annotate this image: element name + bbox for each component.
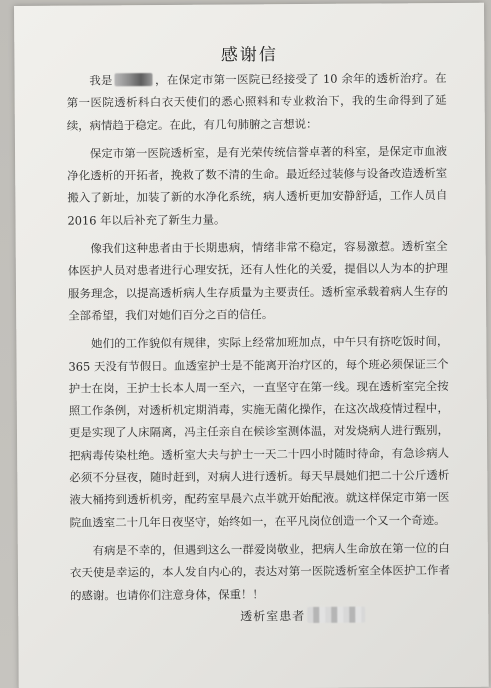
paragraph-1 bbox=[66, 67, 446, 137]
signature-text: 透析室患者 bbox=[240, 608, 306, 624]
paragraph-1-lead: 我是 bbox=[89, 73, 113, 88]
paragraph-2: 保定市第一医院透析室，是有光荣传统信誉卓著的科室，是保定市血液净化透析的开拓者，挽救了数不清的生命。最近经过装修与设备改造透析室搬入了新址，加装了新的水净化系统，病人透析更加安静舒适，工作人员自 2016 年以后补充了新生力量。 bbox=[67, 143, 448, 228]
redacted-name bbox=[115, 73, 153, 86]
letter-paper bbox=[14, 3, 489, 688]
redacted-signature bbox=[307, 607, 365, 623]
paragraph-1-text: ，在保定市第一医院已经接受了 10 余年的透析治疗。在第一医院透析科白衣天使们的悉心照料和专业救治下，我的生命得到了延续，病情趋于稳定。在此，有几句肺腑之言想说： bbox=[66, 70, 447, 133]
letter-body bbox=[66, 67, 450, 612]
paragraph-5: 有病是不幸的，但遇到这么一群爱岗敬业，把病人生命放在第一位的白衣天使是幸运的，本人发自内心的，表达对第一医院透析室全体医护工作者的感谢。也请你们注意身体，保重！！ bbox=[69, 540, 450, 603]
paragraph-3: 像我们这种患者由于长期患病，情绪非常不稳定，容易激惹。透析室全体医护人员对患者进行心理安抚，还有人性化的关爱，提倡以人为本的护理服务理念，以提高透析病人生存质量为主要责任。透析室承载着病人生存的全部希望，我们对她们百分之百的信任。 bbox=[67, 239, 449, 323]
signature-line bbox=[240, 607, 367, 625]
paragraph-4: 她们的工作貌似有规律，实际上经常加班加点，中午只有挤吃饭时间，365 天没有节假日。血透室护士是不能离开治疗区的，每个班必须保证三个护士在岗，王护士长本人周一至六，一直坚守在第一线。现在透析室完全按照工作条例，对透析机定期消毒，实施无菌化操作，在这次战疫情过程中，更是实现了人床隔离，冯主任亲自在候诊室测体温，对发烧病人进行甄别，把病毒传染杜绝。透析室大夫与护士一天二十四小时随时待命，有急诊病人必须不分昼夜，随时赶到，对病人进行透析。每天早晨她们把二十公斤透析液大桶挎到透析机旁，配药室早晨六点半就开始配液。就这样保定市第一医院血透室二十几年日夜坚守，始终如一，在平凡岗位创造一个又一个奇迹。 bbox=[68, 334, 450, 530]
letter-title: 感谢信 bbox=[220, 45, 278, 66]
